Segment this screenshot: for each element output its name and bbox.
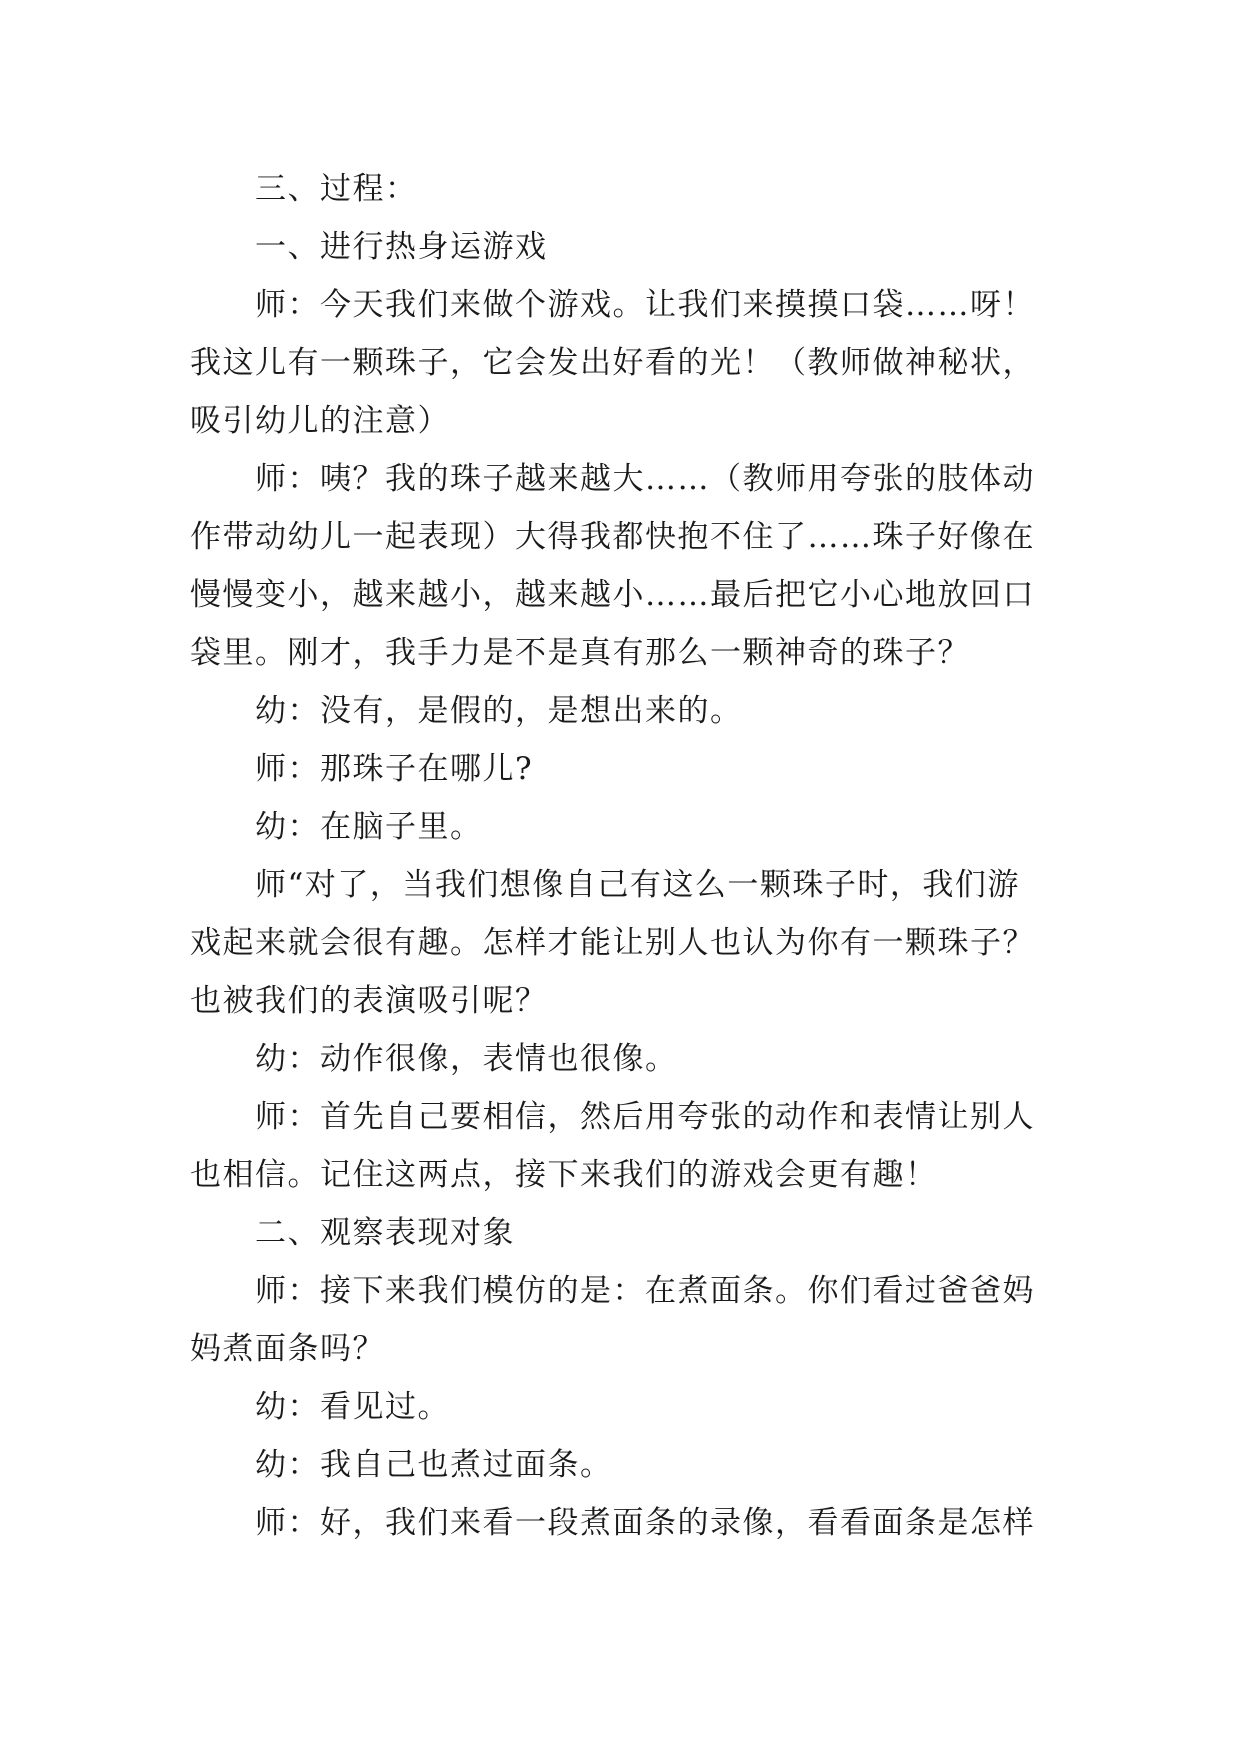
paragraph-continuation-line: 妈煮面条吗？: [190, 1331, 385, 1367]
paragraph-first-line: 师：今天我们来做个游戏。让我们来摸摸口袋……呀！: [255, 287, 1035, 323]
paragraph-continuation-line: 作带动幼儿一起表现）大得我都快抱不住了……珠子好像在: [190, 519, 1035, 555]
paragraph-first-line: 师：好，我们来看一段煮面条的录像，看看面条是怎样: [255, 1505, 1035, 1541]
paragraph-first-line: 师：咦？我的珠子越来越大……（教师用夸张的肢体动: [255, 461, 1035, 497]
paragraph-continuation-line: 袋里。刚才，我手力是不是真有那么一颗神奇的珠子？: [190, 635, 970, 671]
paragraph-first-line: 师：接下来我们模仿的是：在煮面条。你们看过爸爸妈: [255, 1273, 1035, 1309]
paragraph-first-line: 幼：看见过。: [255, 1389, 450, 1425]
paragraph-continuation-line: 慢慢变小，越来越小，越来越小……最后把它小心地放回口: [190, 577, 1035, 613]
paragraph-continuation-line: 也相信。记住这两点，接下来我们的游戏会更有趣！: [190, 1157, 938, 1193]
paragraph-first-line: 幼：我自己也煮过面条。: [255, 1447, 613, 1483]
paragraph-first-line: 幼：动作很像，表情也很像。: [255, 1041, 678, 1077]
paragraph-first-line: 一、进行热身运游戏: [255, 229, 548, 265]
paragraph-continuation-line: 也被我们的表演吸引呢？: [190, 983, 548, 1019]
document-body: [190, 160, 1060, 1552]
paragraph-first-line: 师“对了，当我们想像自己有这么一颗珠子时，我们游: [255, 867, 1020, 903]
paragraph-first-line: 二、观察表现对象: [255, 1215, 515, 1251]
paragraph-first-line: 师：那珠子在哪儿?: [255, 751, 534, 787]
paragraph-first-line: 幼：在脑子里。: [255, 809, 483, 845]
paragraph-continuation-line: 吸引幼儿的注意）: [190, 403, 450, 439]
paragraph-continuation-line: 我这儿有一颗珠子，它会发出好看的光！（教师做神秘状，: [190, 345, 1035, 381]
paragraph-first-line: 三、过程：: [255, 171, 418, 207]
paragraph-first-line: 师：首先自己要相信，然后用夸张的动作和表情让别人: [255, 1099, 1035, 1135]
paragraph-continuation-line: 戏起来就会很有趣。怎样才能让别人也认为你有一颗珠子？: [190, 925, 1035, 961]
paragraph-first-line: 幼：没有，是假的，是想出来的。: [255, 693, 743, 729]
